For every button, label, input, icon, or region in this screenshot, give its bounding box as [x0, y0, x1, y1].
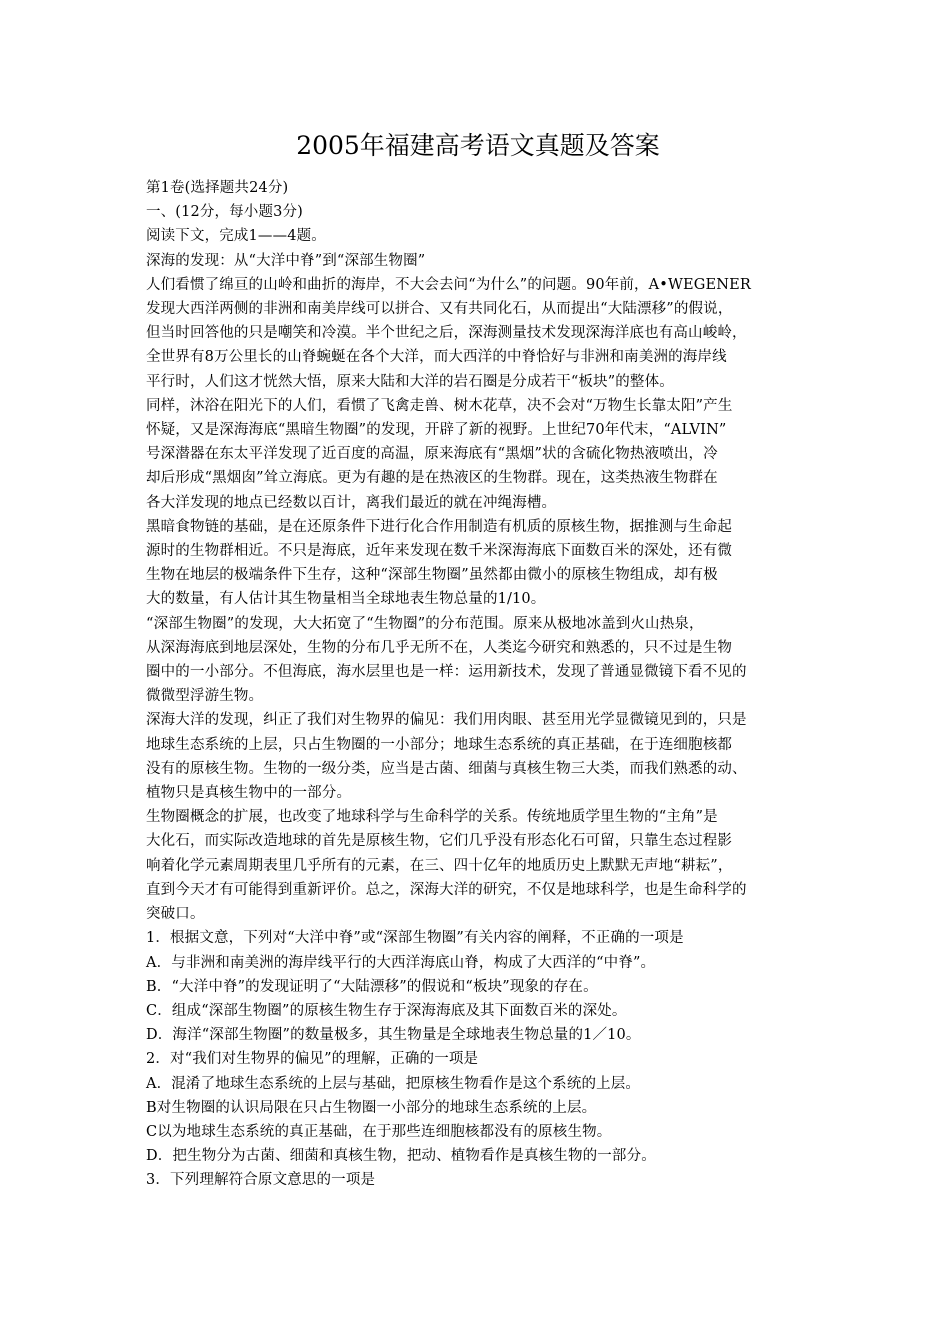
text-line: 号深潜器在东太平洋发现了近百度的高温，原来海底有“黑烟”状的含硫化物热液喷出，冷: [146, 446, 718, 463]
text-line: C．组成“深部生物圈”的原核生物生存于深海海底及其下面数百米的深处。: [146, 1002, 627, 1019]
text-line: 发现大西洋两侧的非洲和南美岸线可以拼合、又有共同化石，从而提出“大陆漂移”的假说，: [146, 301, 733, 318]
text-line: “深部生物圈”的发现，大大拓宽了“生物圈”的分布范围。原来从极地冰盖到火山热泉，: [146, 615, 704, 632]
text-line: 深海大洋的发现，纠正了我们对生物界的偏见：我们用肉眼、甚至用光学显微镜见到的，只是: [146, 712, 747, 729]
text-line: 平行时，人们这才恍然大悟，原来大陆和大洋的岩石圈是分成若干“板块”的整体。: [146, 373, 674, 390]
text-line: 黑暗食物链的基础，是在还原条件下进行化合作用制造有机质的原核生物，据推测与生命起: [146, 518, 732, 535]
text-line: 植物只是真核生物中的一部分。: [146, 785, 352, 802]
text-line: A．与非洲和南美洲的海岸线平行的大西洋海底山脊，构成了大西洋的“中脊”。: [146, 954, 656, 971]
text-line: 3．下列理解符合原文意思的一项是: [146, 1172, 376, 1189]
text-line: 直到今天才有可能得到重新评价。总之，深海大洋的研究，不仅是地球科学，也是生命科学的: [146, 881, 747, 898]
text-line: 响着化学元素周期表里几乎所有的元素，在三、四十亿年的地质历史上默默无声地“耕耘”，: [146, 857, 733, 874]
text-line: 全世界有8万公里长的山脊蜿蜒在各个大洋，而大西洋的中脊恰好与非洲和南美洲的海岸线: [146, 349, 727, 366]
text-line: 第1卷(选择题共24分): [146, 180, 289, 196]
document-page: [146, 128, 810, 1193]
text-line: 没有的原核生物。生物的一级分类，应当是古菌、细菌与真核生物三大类，而我们熟悉的动、: [146, 760, 747, 777]
text-line: 圈中的一小部分。不但海底，海水层里也是一样：运用新技术，发现了普通显微镜下看不见的: [146, 664, 747, 681]
text-line: 地球生态系统的上层，只占生物圈的一小部分；地球生态系统的真正基础，在于连细胞核都: [146, 736, 732, 753]
text-line: 同样，沐浴在阳光下的人们，看惯了飞禽走兽、树木花草，决不会对“万物生长靠太阳”产生: [146, 397, 733, 414]
document-body: [146, 176, 810, 1193]
text-line: D．海洋“深部生物圈”的数量极多，其生物量是全球地表生物总量的1／10。: [146, 1027, 641, 1044]
text-line: 阅读下文，完成1——4题。: [146, 228, 326, 245]
text-line: 却后形成“黑烟囱”耸立海底。更为有趣的是在热液区的生物群。现在，这类热液生物群在: [146, 470, 718, 487]
text-line: B．“大洋中脊”的发现证明了“大陆漂移”的假说和“板块”现象的存在。: [146, 978, 598, 995]
text-line: 生物圈概念的扩展，也改变了地球科学与生命科学的关系。传统地质学里生物的“主角”是: [146, 809, 718, 826]
text-line: C以为地球生态系统的真正基础，在于那些连细胞核都没有的原核生物。: [146, 1123, 612, 1140]
text-line: 微微型浮游生物。: [146, 688, 264, 705]
text-line: 2．对“我们对生物界的偏见”的理解，正确的一项是: [146, 1051, 479, 1068]
text-line: 突破口。: [146, 906, 205, 923]
text-line: 大化石，而实际改造地球的首先是原核生物，它们几乎没有形态化石可留，只靠生态过程影: [146, 833, 732, 850]
text-line: 各大洋发现的地点已经数以百计，离我们最近的就在冲绳海槽。: [146, 494, 557, 511]
text-line: 但当时回答他的只是嘲笑和冷漠。半个世纪之后，深海测量技术发现深海洋底也有高山峻岭，: [146, 325, 747, 342]
text-line: 深海的发现：从“大洋中脊”到“深部生物圈”: [146, 252, 426, 269]
document-title: 2005年福建高考语文真题及答案: [296, 131, 660, 160]
text-line: 一、(12分，每小题3分): [146, 204, 303, 221]
text-line: D．把生物分为古菌、细菌和真核生物，把动、植物看作是真核生物的一部分。: [146, 1148, 656, 1165]
text-line: 人们看惯了绵亘的山岭和曲折的海岸，不大会去问“为什么”的问题。90年前，A•WEGENER: [146, 276, 751, 293]
text-line: 1．根据文意，下列对“大洋中脊”或“深部生物圈”有关内容的阐释，不正确的一项是: [146, 930, 684, 947]
text-line: 源时的生物群相近。不只是海底，近年来发现在数千米深海海底下面数百米的深处，还有微: [146, 543, 732, 560]
text-line: 从深海海底到地层深处，生物的分布几乎无所不在，人类迄今研究和熟悉的，只不过是生物: [146, 639, 732, 656]
text-line: 生物在地层的极端条件下生存，这种“深部生物圈”虽然都由微小的原核生物组成，却有极: [146, 567, 718, 584]
text-line: A．混淆了地球生态系统的上层与基础，把原核生物看作是这个系统的上层。: [146, 1075, 641, 1092]
text-line: 大的数量，有人估计其生物量相当全球地表生物总量的1/10。: [146, 591, 546, 608]
text-line: B对生物圈的认识局限在只占生物圈一小部分的地球生态系统的上层。: [146, 1099, 597, 1116]
text-line: 怀疑，又是深海海底“黑暗生物圈”的发现，开辟了新的视野。上世纪70年代末，“ALVIN”: [146, 422, 727, 439]
